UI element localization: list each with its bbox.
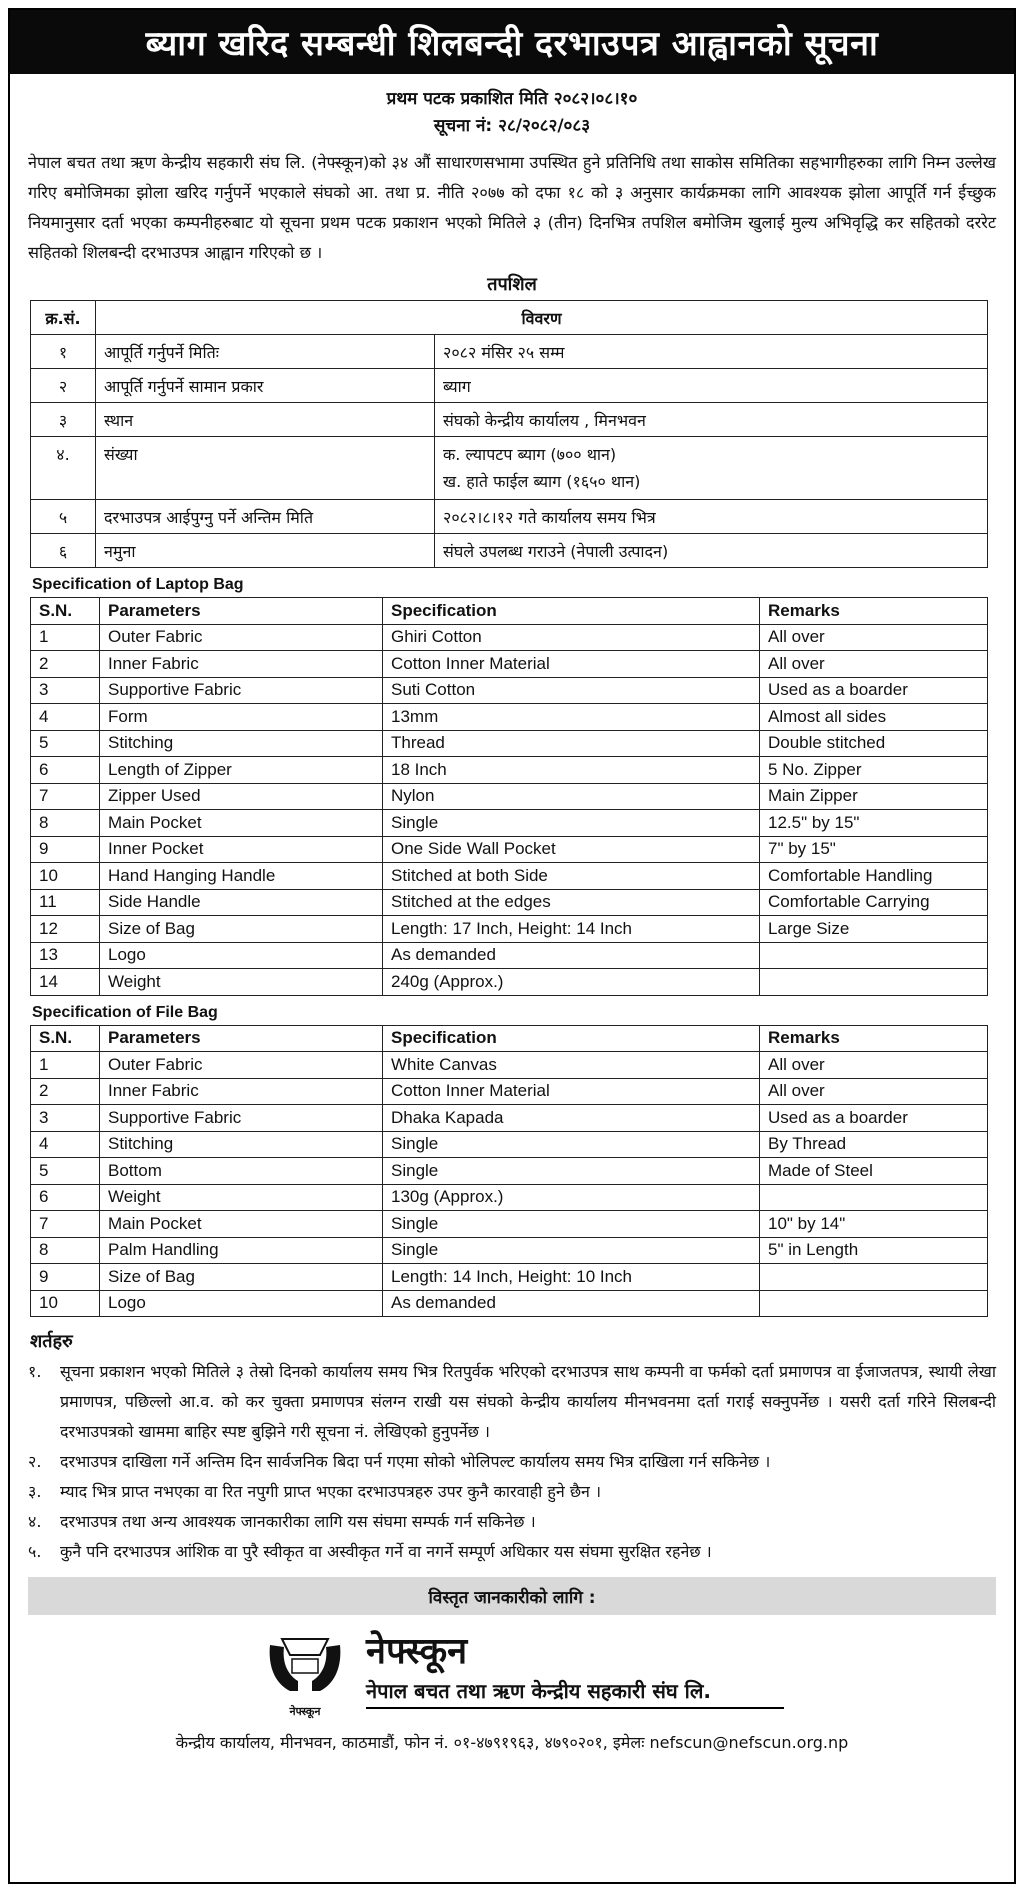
cell-parameter: Outer Fabric — [100, 1052, 383, 1079]
details-table — [30, 300, 988, 568]
cell-parameter: Bottom — [100, 1158, 383, 1185]
laptop-spec-header-row — [31, 598, 988, 625]
cell-parameter: Main Pocket — [100, 810, 383, 837]
cell-remarks — [760, 1184, 988, 1211]
cell-remarks: Comfortable Handling — [760, 863, 988, 890]
cell-sn: 8 — [31, 1237, 100, 1264]
details-label: आपूर्ति गर्नुपर्ने मितिः — [96, 335, 435, 369]
details-value: २०८२।८।१२ गते कार्यालय समय भित्र — [435, 500, 988, 534]
cell-parameter: Logo — [100, 1290, 383, 1317]
org-full-name: नेपाल बचत तथा ऋण केन्द्रीय सहकारी संघ लि. — [366, 1679, 711, 1703]
cell-parameter: Hand Hanging Handle — [100, 863, 383, 890]
cell-parameter: Form — [100, 704, 383, 731]
details-label: संख्या — [96, 437, 435, 500]
terms-list — [28, 1357, 996, 1567]
term-text: दरभाउपत्र तथा अन्य आवश्यक जानकारीका लागि यस संघमा सम्पर्क गर्न सकिनेछ । — [60, 1512, 536, 1531]
header-specification: Specification — [383, 598, 760, 625]
cell-sn: 14 — [31, 969, 100, 996]
cell-remarks: 5 No. Zipper — [760, 757, 988, 784]
details-label: नमुना — [96, 534, 435, 568]
contact-title: विस्तृत जानकारीको लागि : — [428, 1587, 596, 1608]
notice-number: सूचना नं: २८/२०८२/०८३ — [433, 116, 591, 136]
table-row — [31, 942, 988, 969]
cell-remarks: All over — [760, 624, 988, 651]
cell-remarks: Comfortable Carrying — [760, 889, 988, 916]
details-value-cell — [435, 437, 988, 500]
details-label: दरभाउपत्र आईपुग्नु पर्ने अन्तिम मिति — [96, 500, 435, 534]
cell-parameter: Weight — [100, 1184, 383, 1211]
cell-parameter: Supportive Fabric — [100, 1105, 383, 1132]
table-row — [31, 757, 988, 784]
cell-specification: Nylon — [383, 783, 760, 810]
intro-paragraph: नेपाल बचत तथा ऋण केन्द्रीय सहकारी संघ लि. (नेफ्स्कून)को ३४ औं साधारणसभामा उपस्थित हुने प्रतिनिधि तथा साकोस समितिका सहभागीहरुका लागि निम्न उल्लेख गरिए बमोजिमका झोला खरिद गर्नुपर्ने भएकाले संघको आ. तथा प्र. नीति २०७७ को दफा १८ को ३ अनुसार कार्यक्रमका लागि आवश्यक झोला आपूर्ति गर्न ईच्छुक नियमानुसार दर्ता भएका कम्पनीहरुबाट यो सूचना प्रथम पटक प्रकाशन भएको मितिले ३ (तीन) दिनभित्र तपशिल बमोजिम खुलाई मुल्य अभिवृद्धि कर सहितको दररेट सहितको शिलबन्दी दरभाउपत्र आह्वान गरिएको छ । — [28, 153, 996, 262]
details-title: तपशिल — [487, 274, 537, 295]
table-row — [31, 1264, 988, 1291]
term-number: १. — [28, 1362, 42, 1381]
cell-parameter: Inner Pocket — [100, 836, 383, 863]
term-text: सूचना प्रकाशन भएको मितिले ३ तेस्रो दिनको कार्यालय समय भित्र रितपुर्वक भरिएको दरभाउपत्र साथ कम्पनी वा फर्मको दर्ता प्रमाणपत्र वा ईजाजतपत्र, स्थायी लेखा प्रमाणपत्र, पछिल्लो आ.व. को कर चुक्ता प्रमाणपत्र संलग्न राखी यस संघको केन्द्रीय कार्यालय मीनभवनमा दर्ता गराई सक्नुपर्नेछ । यसरी दर्ता गरिने सिलबन्दी दरभाउपत्रको खाममा बाहिर स्पष्ट बुझिने गरी सूचना नं. लेखिएको हुनुपर्नेछ । — [60, 1362, 996, 1441]
table-row — [31, 810, 988, 837]
cell-remarks: Large Size — [760, 916, 988, 943]
cell-sn: 7 — [31, 783, 100, 810]
cell-specification: Single — [383, 1158, 760, 1185]
cell-remarks: Used as a boarder — [760, 677, 988, 704]
table-row — [31, 437, 988, 500]
details-value: ब्याग — [435, 369, 988, 403]
cell-remarks — [760, 1290, 988, 1317]
details-sn: ५ — [31, 500, 96, 534]
footer-address: केन्द्रीय कार्यालय, मीनभवन, काठमाडौं, फोन नं. ०१-४७९१९६३, ४७९०२०१, इमेलः nefscun@nefscun.org.np — [175, 1733, 849, 1752]
cell-specification: Stitched at the edges — [383, 889, 760, 916]
table-row — [31, 651, 988, 678]
cell-remarks: Almost all sides — [760, 704, 988, 731]
details-sn: २ — [31, 369, 96, 403]
cell-parameter: Zipper Used — [100, 783, 383, 810]
table-row — [31, 500, 988, 534]
cell-sn: 5 — [31, 730, 100, 757]
published-date: प्रथम पटक प्रकाशित मिति २०८२।०८।१० — [386, 89, 638, 109]
laptop-spec-body — [31, 624, 988, 995]
term-text: दरभाउपत्र दाखिला गर्ने अन्तिम दिन सार्वजनिक बिदा पर्न गएमा सोको भोलिपल्ट कार्यालय समय भित्र दाखिला गर्न सकिनेछ । — [60, 1452, 771, 1471]
term-text: कुनै पनि दरभाउपत्र आंशिक वा पुरै स्वीकृत वा अस्वीकृत गर्ने वा नगर्ने सम्पूर्ण अधिकार यस संघमा सुरक्षित रहनेछ । — [60, 1542, 712, 1561]
cell-remarks: Used as a boarder — [760, 1105, 988, 1132]
cell-remarks: 12.5" by 15" — [760, 810, 988, 837]
org-name-underline — [366, 1707, 784, 1709]
cell-parameter: Inner Fabric — [100, 651, 383, 678]
cell-parameter: Weight — [100, 969, 383, 996]
details-header-sn: क्र.सं. — [31, 301, 96, 335]
cell-specification: Thread — [383, 730, 760, 757]
cell-sn: 10 — [31, 863, 100, 890]
term-number: ३. — [28, 1482, 42, 1501]
table-row — [31, 1131, 988, 1158]
table-row — [31, 969, 988, 996]
details-header-desc: विवरण — [96, 301, 988, 335]
cell-sn: 2 — [31, 1078, 100, 1105]
header-remarks: Remarks — [760, 598, 988, 625]
hands-logo-icon — [260, 1625, 350, 1721]
cell-specification: Single — [383, 1237, 760, 1264]
cell-sn: 2 — [31, 651, 100, 678]
cell-remarks: Main Zipper — [760, 783, 988, 810]
details-value: क. ल्यापटप ब्याग (७०० थान) — [443, 445, 617, 464]
contact-bar — [28, 1577, 996, 1615]
cell-specification: Single — [383, 1211, 760, 1238]
header-sn: S.N. — [31, 1025, 100, 1052]
cell-specification: Cotton Inner Material — [383, 1078, 760, 1105]
cell-specification: 18 Inch — [383, 757, 760, 784]
table-row — [31, 369, 988, 403]
table-row — [31, 1184, 988, 1211]
cell-sn: 13 — [31, 942, 100, 969]
cell-remarks: All over — [760, 651, 988, 678]
cell-parameter: Inner Fabric — [100, 1078, 383, 1105]
cell-sn: 9 — [31, 836, 100, 863]
cell-specification: One Side Wall Pocket — [383, 836, 760, 863]
table-row — [31, 403, 988, 437]
cell-sn: 10 — [31, 1290, 100, 1317]
cell-specification: Single — [383, 810, 760, 837]
cell-remarks — [760, 969, 988, 996]
term-number: ५. — [28, 1542, 42, 1561]
header-sn: S.N. — [31, 598, 100, 625]
cell-parameter: Length of Zipper — [100, 757, 383, 784]
laptop-spec-table — [30, 597, 988, 996]
details-header-row — [31, 301, 988, 335]
cell-parameter: Stitching — [100, 730, 383, 757]
cell-remarks: By Thread — [760, 1131, 988, 1158]
details-sn: ६ — [31, 534, 96, 568]
table-row — [31, 624, 988, 651]
cell-sn: 4 — [31, 1131, 100, 1158]
cell-specification: Suti Cotton — [383, 677, 760, 704]
notice-page — [8, 8, 1016, 1884]
header-specification: Specification — [383, 1025, 760, 1052]
table-row — [31, 783, 988, 810]
header-parameters: Parameters — [100, 598, 383, 625]
list-item — [28, 1477, 996, 1507]
file-spec-table — [30, 1025, 988, 1318]
cell-specification: As demanded — [383, 1290, 760, 1317]
details-sn: ३ — [31, 403, 96, 437]
logo-label: नेफ्स्कून — [289, 1705, 321, 1718]
table-row — [31, 730, 988, 757]
cell-sn: 8 — [31, 810, 100, 837]
cell-sn: 11 — [31, 889, 100, 916]
cell-sn: 9 — [31, 1264, 100, 1291]
cell-sn: 7 — [31, 1211, 100, 1238]
cell-specification: Single — [383, 1131, 760, 1158]
laptop-spec-title: Specification of Laptop Bag — [32, 576, 244, 593]
file-spec-header-row — [31, 1025, 988, 1052]
table-row — [31, 534, 988, 568]
cell-remarks: All over — [760, 1078, 988, 1105]
table-row — [31, 1052, 988, 1079]
cell-parameter: Palm Handling — [100, 1237, 383, 1264]
cell-remarks: Made of Steel — [760, 1158, 988, 1185]
cell-remarks: 10" by 14" — [760, 1211, 988, 1238]
table-row — [31, 1105, 988, 1132]
cell-remarks: Double stitched — [760, 730, 988, 757]
cell-specification: Cotton Inner Material — [383, 651, 760, 678]
header-parameters: Parameters — [100, 1025, 383, 1052]
cell-parameter: Stitching — [100, 1131, 383, 1158]
details-sn: १ — [31, 335, 96, 369]
cell-parameter: Main Pocket — [100, 1211, 383, 1238]
details-sn: ४. — [31, 437, 96, 500]
cell-remarks: 5" in Length — [760, 1237, 988, 1264]
org-logo-block — [10, 1625, 1014, 1721]
table-row — [31, 1158, 988, 1185]
cell-sn: 4 — [31, 704, 100, 731]
list-item — [28, 1537, 996, 1567]
table-row — [31, 677, 988, 704]
cell-parameter: Logo — [100, 942, 383, 969]
details-value: संघको केन्द्रीय कार्यालय , मिनभवन — [435, 403, 988, 437]
list-item — [28, 1447, 996, 1477]
cell-sn: 1 — [31, 624, 100, 651]
cell-specification: Length: 17 Inch, Height: 14 Inch — [383, 916, 760, 943]
cell-specification: 130g (Approx.) — [383, 1184, 760, 1211]
cell-parameter: Size of Bag — [100, 916, 383, 943]
cell-sn: 5 — [31, 1158, 100, 1185]
notice-title: ब्याग खरिद सम्बन्धी शिलबन्दी दरभाउपत्र आह्वानको सूचना — [145, 24, 879, 64]
cell-specification: White Canvas — [383, 1052, 760, 1079]
header-remarks: Remarks — [760, 1025, 988, 1052]
list-item — [28, 1507, 996, 1537]
details-label: आपूर्ति गर्नुपर्ने सामान प्रकार — [96, 369, 435, 403]
cell-parameter: Supportive Fabric — [100, 677, 383, 704]
cell-sn: 1 — [31, 1052, 100, 1079]
table-row — [31, 335, 988, 369]
cell-remarks: 7" by 15" — [760, 836, 988, 863]
cell-parameter: Size of Bag — [100, 1264, 383, 1291]
term-number: ४. — [28, 1512, 42, 1531]
cell-specification: Length: 14 Inch, Height: 10 Inch — [383, 1264, 760, 1291]
details-value: संघले उपलब्ध गराउने (नेपाली उत्पादन) — [435, 534, 988, 568]
cell-sn: 3 — [31, 677, 100, 704]
cell-specification: 240g (Approx.) — [383, 969, 760, 996]
cell-remarks: All over — [760, 1052, 988, 1079]
cell-specification: Dhaka Kapada — [383, 1105, 760, 1132]
table-row — [31, 863, 988, 890]
table-row — [31, 1290, 988, 1317]
cell-specification: Ghiri Cotton — [383, 624, 760, 651]
table-row — [31, 916, 988, 943]
term-text: म्याद भित्र प्राप्त नभएका वा रित नपुगी प्राप्त भएका दरभाउपत्रहरु उपर कुनै कारवाही हुने छैन । — [60, 1482, 602, 1501]
cell-specification: 13mm — [383, 704, 760, 731]
org-short-name: नेफ्स्कून — [366, 1631, 468, 1672]
cell-parameter: Outer Fabric — [100, 624, 383, 651]
file-spec-body — [31, 1052, 988, 1317]
list-item — [28, 1357, 996, 1447]
table-row — [31, 889, 988, 916]
cell-sn: 3 — [31, 1105, 100, 1132]
file-spec-title: Specification of File Bag — [32, 1003, 218, 1021]
notice-title-bar — [10, 10, 1014, 74]
cell-specification: As demanded — [383, 942, 760, 969]
terms-title: शर्तहरु — [30, 1331, 73, 1352]
table-row — [31, 1211, 988, 1238]
table-row — [31, 704, 988, 731]
cell-sn: 12 — [31, 916, 100, 943]
term-number: २. — [28, 1452, 42, 1471]
table-row — [31, 836, 988, 863]
cell-specification: Stitched at both Side — [383, 863, 760, 890]
details-value: २०८२ मंसिर २५ सम्म — [435, 335, 988, 369]
table-row — [31, 1237, 988, 1264]
cell-remarks — [760, 1264, 988, 1291]
cell-sn: 6 — [31, 1184, 100, 1211]
details-label: स्थान — [96, 403, 435, 437]
details-value-2: ख. हाते फाईल ब्याग (१६५० थान) — [443, 472, 641, 491]
table-row — [31, 1078, 988, 1105]
cell-remarks — [760, 942, 988, 969]
cell-parameter: Side Handle — [100, 889, 383, 916]
cell-sn: 6 — [31, 757, 100, 784]
